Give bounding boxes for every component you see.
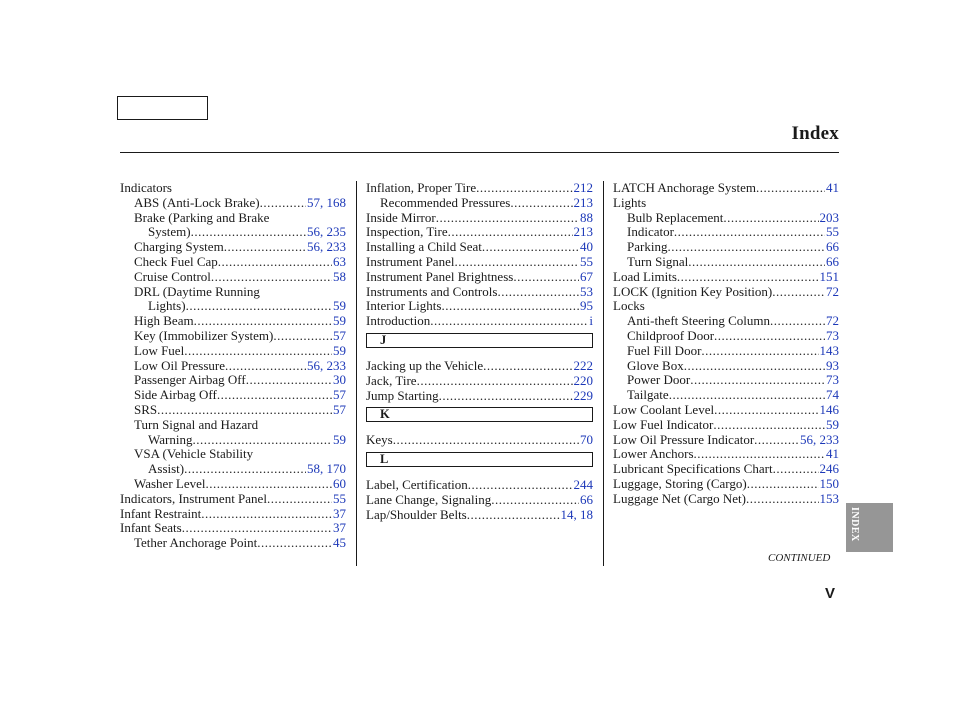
index-entry: [613, 329, 839, 344]
dot-leader: [714, 329, 825, 344]
dot-leader: [701, 344, 818, 359]
index-entry: [120, 388, 346, 403]
index-entry: [120, 433, 346, 448]
index-entry: [366, 240, 593, 255]
index-entry: [366, 493, 593, 508]
dot-leader: [218, 255, 332, 270]
dot-leader: [468, 478, 573, 493]
dot-leader: [694, 447, 825, 462]
dot-leader: [674, 225, 825, 240]
entry-label: Assist): [148, 461, 185, 477]
dot-leader: [184, 462, 306, 477]
index-entry: [366, 211, 593, 226]
page-link[interactable]: 56, 235: [307, 224, 346, 240]
entry-label: Anti-theft Steering Column: [627, 313, 770, 329]
entry-label: LOCK (Ignition Key Position): [613, 283, 773, 299]
dot-leader: [714, 403, 818, 418]
entry-label: Recommended Pressures: [380, 194, 511, 210]
dot-leader: [257, 536, 332, 551]
dot-leader: [772, 285, 825, 300]
entry-label: Washer Level: [134, 475, 206, 491]
index-entry: [613, 447, 839, 462]
page-link[interactable]: 40: [580, 239, 593, 255]
page-link[interactable]: 153: [819, 490, 839, 506]
dot-leader: [273, 329, 332, 344]
index-entry: [120, 225, 346, 240]
dot-leader: [186, 299, 332, 314]
page-title: Index: [791, 123, 839, 144]
index-entry: [120, 255, 346, 270]
dot-leader: [417, 374, 573, 389]
dot-leader: [436, 211, 579, 226]
index-entry: [613, 403, 839, 418]
dot-leader: [157, 403, 332, 418]
entry-label: Warning: [148, 431, 193, 447]
side-tab-label: INDEX: [849, 507, 860, 542]
index-entry: [613, 285, 839, 300]
index-entry: [613, 418, 839, 433]
page-link[interactable]: 143: [819, 342, 839, 358]
index-entry: [366, 314, 593, 329]
dot-leader: [393, 433, 579, 448]
index-heading: DRL (Daytime Running: [134, 283, 260, 299]
page-link[interactable]: 222: [573, 357, 593, 373]
index-entry: [120, 462, 346, 477]
entry-label: Luggage, Storing (Cargo): [613, 475, 747, 491]
page-link[interactable]: 66: [826, 253, 839, 269]
entry-label: Infant Restraint: [120, 505, 202, 521]
dot-leader: [483, 359, 572, 374]
page-link[interactable]: 150: [819, 475, 839, 491]
page-link[interactable]: 73: [826, 372, 839, 388]
dot-leader: [194, 314, 332, 329]
page-link[interactable]: 244: [573, 477, 593, 493]
entry-label: Instrument Panel: [366, 253, 455, 269]
page-link[interactable]: 146: [819, 401, 839, 417]
page-link[interactable]: 45: [333, 535, 346, 551]
index-entry: [366, 270, 593, 285]
dot-leader: [754, 433, 799, 448]
page-link[interactable]: 246: [819, 461, 839, 477]
dot-leader: [182, 521, 332, 536]
index-heading: Turn Signal and Hazard: [134, 416, 259, 432]
dot-leader: [723, 211, 818, 226]
entry-label: SRS: [134, 401, 158, 417]
entry-label: Turn Signal: [627, 253, 689, 269]
index-entry: [120, 196, 346, 211]
entry-label: Power Door: [627, 372, 691, 388]
index-entry: [613, 314, 839, 329]
page-link[interactable]: 73: [826, 327, 839, 343]
page-link[interactable]: 55: [333, 490, 346, 506]
page-link[interactable]: i: [589, 313, 593, 329]
page-link[interactable]: 56, 233: [307, 357, 346, 373]
index-entry: [120, 492, 346, 507]
index-entry: [613, 433, 839, 448]
page-link[interactable]: 55: [826, 224, 839, 240]
index-column-2: [366, 181, 593, 523]
index-entry: [366, 225, 593, 240]
page-link[interactable]: 56, 233: [800, 431, 839, 447]
index-entry: [120, 270, 346, 285]
index-entry: [366, 196, 593, 211]
dot-leader: [669, 388, 825, 403]
index-heading: Locks: [613, 298, 645, 314]
dot-leader: [688, 255, 825, 270]
dot-leader: [677, 270, 819, 285]
entry-label: LATCH Anchorage System: [613, 180, 756, 195]
entry-label: Check Fuel Cap: [134, 253, 218, 269]
entry-label: Lights): [148, 298, 186, 314]
header-box: [117, 96, 208, 120]
index-entry: [613, 211, 839, 226]
dot-leader: [454, 255, 579, 270]
index-entry: [613, 477, 839, 492]
dot-leader: [667, 240, 825, 255]
entry-label: Infant Seats: [120, 520, 182, 536]
dot-leader: [497, 285, 579, 300]
index-entry: [120, 507, 346, 522]
entry-label: Key (Immobilizer System): [134, 327, 274, 343]
entry-label: Label, Certification: [366, 477, 468, 493]
entry-label: Jump Starting: [366, 387, 439, 403]
dot-leader: [467, 508, 560, 523]
letter-heading: J: [366, 333, 593, 348]
page-link[interactable]: 55: [580, 253, 593, 269]
entry-label: Inflation, Proper Tire: [366, 180, 477, 195]
entry-label: Load Limits: [613, 268, 677, 284]
index-side-tab[interactable]: [846, 503, 893, 552]
continued-note: CONTINUED: [768, 552, 831, 564]
index-entry: [613, 388, 839, 403]
page-link[interactable]: 41: [826, 180, 839, 195]
index-entry: [366, 255, 593, 270]
index-entry: [613, 462, 839, 477]
page-link[interactable]: 41: [826, 446, 839, 462]
entry-label: Lubricant Specifications Chart: [613, 461, 773, 477]
index-entry: [120, 314, 346, 329]
page-link[interactable]: 59: [333, 298, 346, 314]
entry-label: Tailgate: [627, 387, 669, 403]
page-link[interactable]: 151: [819, 268, 839, 284]
page-link[interactable]: 213: [573, 194, 593, 210]
entry-label: Low Oil Pressure Indicator: [613, 431, 755, 447]
index-entry: [613, 181, 839, 196]
dot-leader: [211, 270, 332, 285]
dot-leader: [267, 492, 332, 507]
dot-leader: [747, 477, 819, 492]
entry-label: Fuel Fill Door: [627, 342, 702, 358]
title-divider: [120, 152, 839, 153]
page-link[interactable]: 93: [826, 357, 839, 373]
entry-label: Indicator: [627, 224, 674, 240]
dot-leader: [246, 373, 332, 388]
page-link[interactable]: 66: [580, 491, 593, 507]
entry-label: Low Coolant Level: [613, 401, 715, 417]
entry-label: Tether Anchorage Point: [134, 535, 258, 551]
page-link[interactable]: 66: [826, 239, 839, 255]
dot-leader: [510, 196, 572, 211]
entry-label: Inside Mirror: [366, 209, 436, 225]
page-link[interactable]: 70: [580, 432, 593, 448]
dot-leader: [201, 507, 332, 522]
page-link[interactable]: 229: [573, 387, 593, 403]
index-heading: Brake (Parking and Brake: [134, 209, 270, 225]
page-number: V: [825, 585, 836, 602]
dot-leader: [773, 462, 819, 477]
page-link[interactable]: 14, 18: [560, 506, 593, 522]
index-entry: [120, 521, 346, 536]
entry-label: Lap/Shoulder Belts: [366, 506, 467, 522]
page-link[interactable]: 74: [826, 387, 839, 403]
page-link[interactable]: 57: [333, 327, 346, 343]
dot-leader: [756, 181, 825, 196]
index-entry: [613, 225, 839, 240]
page-link[interactable]: 59: [826, 416, 839, 432]
column-divider: [356, 181, 357, 566]
entry-label: High Beam: [134, 313, 194, 329]
index-entry: [613, 344, 839, 359]
page-link[interactable]: 53: [580, 283, 593, 299]
dot-leader: [430, 314, 588, 329]
page-link[interactable]: 212: [573, 180, 593, 195]
entry-label: Low Fuel: [134, 342, 185, 358]
column-divider: [603, 181, 604, 566]
dot-leader: [684, 359, 825, 374]
index-entry: [613, 359, 839, 374]
letter-heading: L: [366, 452, 593, 467]
index-entry: [366, 433, 593, 448]
dot-leader: [206, 477, 333, 492]
dot-leader: [224, 240, 306, 255]
dot-leader: [746, 492, 819, 507]
dot-leader: [225, 359, 306, 374]
entry-label: Lane Change, Signaling: [366, 491, 492, 507]
entry-label: Luggage Net (Cargo Net): [613, 490, 746, 506]
index-heading: Lights: [613, 194, 647, 210]
page-link[interactable]: 57: [333, 401, 346, 417]
index-entry: [366, 181, 593, 196]
entry-label: ABS (Anti-Lock Brake): [134, 194, 260, 210]
index-entry: [120, 299, 346, 314]
entry-label: Introduction: [366, 313, 431, 329]
page-link[interactable]: 59: [333, 313, 346, 329]
index-entry: [120, 359, 346, 374]
dot-leader: [441, 299, 579, 314]
dot-leader: [713, 418, 825, 433]
page-link[interactable]: 63: [333, 253, 346, 269]
page-link[interactable]: 88: [580, 209, 593, 225]
entry-label: Instrument Panel Brightness: [366, 268, 514, 284]
page-link[interactable]: 56, 233: [307, 239, 346, 255]
page-link[interactable]: 30: [333, 372, 346, 388]
dot-leader: [184, 344, 332, 359]
letter-heading: K: [366, 407, 593, 422]
page-link[interactable]: 95: [580, 298, 593, 314]
entry-label: System): [148, 224, 191, 240]
page-link[interactable]: 37: [333, 505, 346, 521]
page-link[interactable]: 59: [333, 342, 346, 358]
entry-label: Passenger Airbag Off: [134, 372, 246, 388]
entry-label: Indicators, Instrument Panel: [120, 490, 267, 506]
page-link[interactable]: 37: [333, 520, 346, 536]
entry-label: Interior Lights: [366, 298, 442, 314]
entry-label: Installing a Child Seat: [366, 239, 482, 255]
entry-label: Side Airbag Off: [134, 387, 217, 403]
entry-label: Low Oil Pressure: [134, 357, 225, 373]
dot-leader: [476, 181, 572, 196]
page-link[interactable]: 57: [333, 387, 346, 403]
dot-leader: [491, 493, 579, 508]
index-entry: [120, 373, 346, 388]
index-column-3: [613, 181, 839, 507]
page-link[interactable]: 72: [826, 313, 839, 329]
index-entry: [120, 403, 346, 418]
entry-label: Lower Anchors: [613, 446, 694, 462]
page-link[interactable]: 67: [580, 268, 593, 284]
index-entry: [366, 285, 593, 300]
entry-label: Glove Box: [627, 357, 684, 373]
page-link[interactable]: 220: [573, 372, 593, 388]
page-link[interactable]: 60: [333, 475, 346, 491]
index-entry: [120, 477, 346, 492]
entry-label: Low Fuel Indicator: [613, 416, 714, 432]
dot-leader: [439, 389, 573, 404]
index-entry: [613, 240, 839, 255]
index-entry: [120, 536, 346, 551]
dot-leader: [482, 240, 579, 255]
entry-label: Charging System: [134, 239, 224, 255]
entry-label: Parking: [627, 239, 668, 255]
index-entry: [366, 359, 593, 374]
entry-label: Bulb Replacement: [627, 209, 724, 225]
index-entry: [613, 270, 839, 285]
page-link[interactable]: 59: [333, 431, 346, 447]
dot-leader: [690, 373, 825, 388]
entry-label: Childproof Door: [627, 327, 715, 343]
entry-label: Keys: [366, 432, 393, 448]
index-entry: [366, 389, 593, 404]
index-entry: [366, 374, 593, 389]
dot-leader: [260, 196, 306, 211]
entry-label: Inspection, Tire: [366, 224, 448, 240]
page-link[interactable]: 57, 168: [307, 194, 346, 210]
page-link[interactable]: 58: [333, 268, 346, 284]
index-entry: [366, 508, 593, 523]
index-entry: [366, 299, 593, 314]
entry-label: Cruise Control: [134, 268, 211, 284]
dot-leader: [191, 225, 306, 240]
index-heading: VSA (Vehicle Stability: [134, 446, 254, 462]
dot-leader: [770, 314, 825, 329]
dot-leader: [217, 388, 332, 403]
page-link[interactable]: 213: [573, 224, 593, 240]
index-entry: [120, 329, 346, 344]
page-link[interactable]: 72: [826, 283, 839, 299]
index-entry: [613, 492, 839, 507]
index-heading: Indicators: [120, 180, 172, 195]
index-entry: [120, 240, 346, 255]
entry-label: Jack, Tire: [366, 372, 417, 388]
index-entry: [120, 344, 346, 359]
index-entry: [613, 373, 839, 388]
index-entry: [366, 478, 593, 493]
index-entry: [613, 255, 839, 270]
entry-label: Instruments and Controls: [366, 283, 498, 299]
dot-leader: [513, 270, 579, 285]
entry-label: Jacking up the Vehicle: [366, 357, 484, 373]
dot-leader: [192, 433, 332, 448]
dot-leader: [448, 225, 573, 240]
index-column-1: [120, 181, 346, 551]
page-link[interactable]: 58, 170: [307, 461, 346, 477]
page-link[interactable]: 203: [819, 209, 839, 225]
